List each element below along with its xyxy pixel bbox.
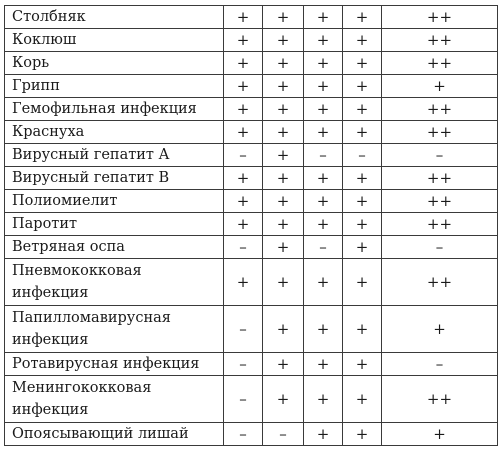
mark-cell: – xyxy=(382,144,498,167)
mark-cell: + xyxy=(263,144,304,167)
table-row xyxy=(5,52,498,75)
mark-cell: + xyxy=(343,213,382,236)
disease-name-line: инфекция xyxy=(12,332,89,348)
mark-cell: + xyxy=(224,98,263,121)
disease-name-cell: Ветряная оспа xyxy=(5,236,224,259)
mark-cell: + xyxy=(304,353,343,376)
mark-cell: ++ xyxy=(382,6,498,29)
mark-cell: + xyxy=(304,75,343,98)
mark-cell: + xyxy=(263,6,304,29)
mark-cell: + xyxy=(304,259,343,306)
mark-cell: + xyxy=(382,423,498,446)
mark-cell: + xyxy=(263,213,304,236)
mark-cell: + xyxy=(343,75,382,98)
mark-cell: + xyxy=(304,306,343,353)
mark-cell: + xyxy=(263,236,304,259)
mark-cell: ++ xyxy=(382,376,498,423)
mark-cell: + xyxy=(382,306,498,353)
mark-cell: + xyxy=(263,259,304,306)
mark-cell: + xyxy=(382,75,498,98)
mark-cell: + xyxy=(224,6,263,29)
mark-cell: – xyxy=(224,353,263,376)
mark-cell: + xyxy=(304,167,343,190)
mark-cell: + xyxy=(263,306,304,353)
mark-cell: + xyxy=(263,121,304,144)
disease-name-cell xyxy=(5,376,224,423)
mark-cell: + xyxy=(263,167,304,190)
vaccine-table xyxy=(4,5,498,446)
mark-cell: + xyxy=(304,121,343,144)
disease-name-line: Менингококковая xyxy=(12,380,152,396)
disease-name-line: инфекция xyxy=(12,285,89,301)
mark-cell: ++ xyxy=(382,98,498,121)
mark-cell: ++ xyxy=(382,167,498,190)
table-row xyxy=(5,423,498,446)
mark-cell: + xyxy=(343,423,382,446)
disease-name-cell xyxy=(5,306,224,353)
mark-cell: – xyxy=(343,144,382,167)
mark-cell: + xyxy=(224,75,263,98)
mark-cell: + xyxy=(263,52,304,75)
table-row xyxy=(5,6,498,29)
mark-cell: ++ xyxy=(382,259,498,306)
mark-cell: ++ xyxy=(382,213,498,236)
mark-cell: + xyxy=(343,306,382,353)
disease-name-cell: Вирусный гепатит В xyxy=(5,167,224,190)
table-row xyxy=(5,144,498,167)
mark-cell: + xyxy=(304,376,343,423)
disease-name-cell: Полиомиелит xyxy=(5,190,224,213)
mark-cell: + xyxy=(304,213,343,236)
mark-cell: – xyxy=(304,236,343,259)
mark-cell: – xyxy=(304,144,343,167)
mark-cell: + xyxy=(263,29,304,52)
table-row xyxy=(5,306,498,353)
mark-cell: + xyxy=(343,121,382,144)
mark-cell: – xyxy=(224,236,263,259)
disease-name-cell: Столбняк xyxy=(5,6,224,29)
mark-cell: – xyxy=(224,376,263,423)
table-row xyxy=(5,167,498,190)
table-row xyxy=(5,213,498,236)
table-row xyxy=(5,190,498,213)
mark-cell: ++ xyxy=(382,121,498,144)
mark-cell: + xyxy=(343,167,382,190)
mark-cell: – xyxy=(382,353,498,376)
mark-cell: + xyxy=(224,167,263,190)
mark-cell: + xyxy=(304,52,343,75)
mark-cell: + xyxy=(343,236,382,259)
mark-cell: + xyxy=(343,6,382,29)
disease-name-cell: Коклюш xyxy=(5,29,224,52)
mark-cell: + xyxy=(224,259,263,306)
disease-name-cell: Краснуха xyxy=(5,121,224,144)
mark-cell: + xyxy=(224,213,263,236)
mark-cell: + xyxy=(343,98,382,121)
mark-cell: + xyxy=(343,190,382,213)
mark-cell: + xyxy=(343,353,382,376)
mark-cell: + xyxy=(224,121,263,144)
mark-cell: + xyxy=(343,29,382,52)
mark-cell: + xyxy=(343,259,382,306)
disease-name-cell: Гемофильная инфекция xyxy=(5,98,224,121)
table-row xyxy=(5,98,498,121)
mark-cell: + xyxy=(263,190,304,213)
mark-cell: + xyxy=(263,75,304,98)
disease-name-cell: Грипп xyxy=(5,75,224,98)
vaccine-table-body xyxy=(5,6,498,446)
disease-name-line: инфекция xyxy=(12,402,89,418)
table-row xyxy=(5,236,498,259)
disease-name-cell: Паротит xyxy=(5,213,224,236)
table-row xyxy=(5,121,498,144)
disease-name-cell: Опоясывающий лишай xyxy=(5,423,224,446)
mark-cell: – xyxy=(263,423,304,446)
mark-cell: + xyxy=(304,98,343,121)
mark-cell: + xyxy=(263,353,304,376)
disease-name-line: Пневмококковая xyxy=(12,263,142,279)
mark-cell: + xyxy=(304,423,343,446)
mark-cell: + xyxy=(343,376,382,423)
mark-cell: – xyxy=(382,236,498,259)
table-row xyxy=(5,376,498,423)
table-row xyxy=(5,75,498,98)
table-row xyxy=(5,259,498,306)
mark-cell: + xyxy=(304,29,343,52)
disease-name-line: Папилломавирусная xyxy=(12,310,171,326)
mark-cell: – xyxy=(224,423,263,446)
mark-cell: + xyxy=(263,98,304,121)
mark-cell: + xyxy=(343,52,382,75)
mark-cell: ++ xyxy=(382,29,498,52)
mark-cell: + xyxy=(224,29,263,52)
table-row xyxy=(5,353,498,376)
mark-cell: ++ xyxy=(382,52,498,75)
mark-cell: + xyxy=(224,190,263,213)
mark-cell: – xyxy=(224,306,263,353)
mark-cell: + xyxy=(304,6,343,29)
disease-name-cell: Вирусный гепатит А xyxy=(5,144,224,167)
disease-name-cell xyxy=(5,259,224,306)
mark-cell: ++ xyxy=(382,190,498,213)
disease-name-cell: Корь xyxy=(5,52,224,75)
mark-cell: + xyxy=(304,190,343,213)
mark-cell: – xyxy=(224,144,263,167)
mark-cell: + xyxy=(263,376,304,423)
table-row xyxy=(5,29,498,52)
disease-name-cell: Ротавирусная инфекция xyxy=(5,353,224,376)
mark-cell: + xyxy=(224,52,263,75)
